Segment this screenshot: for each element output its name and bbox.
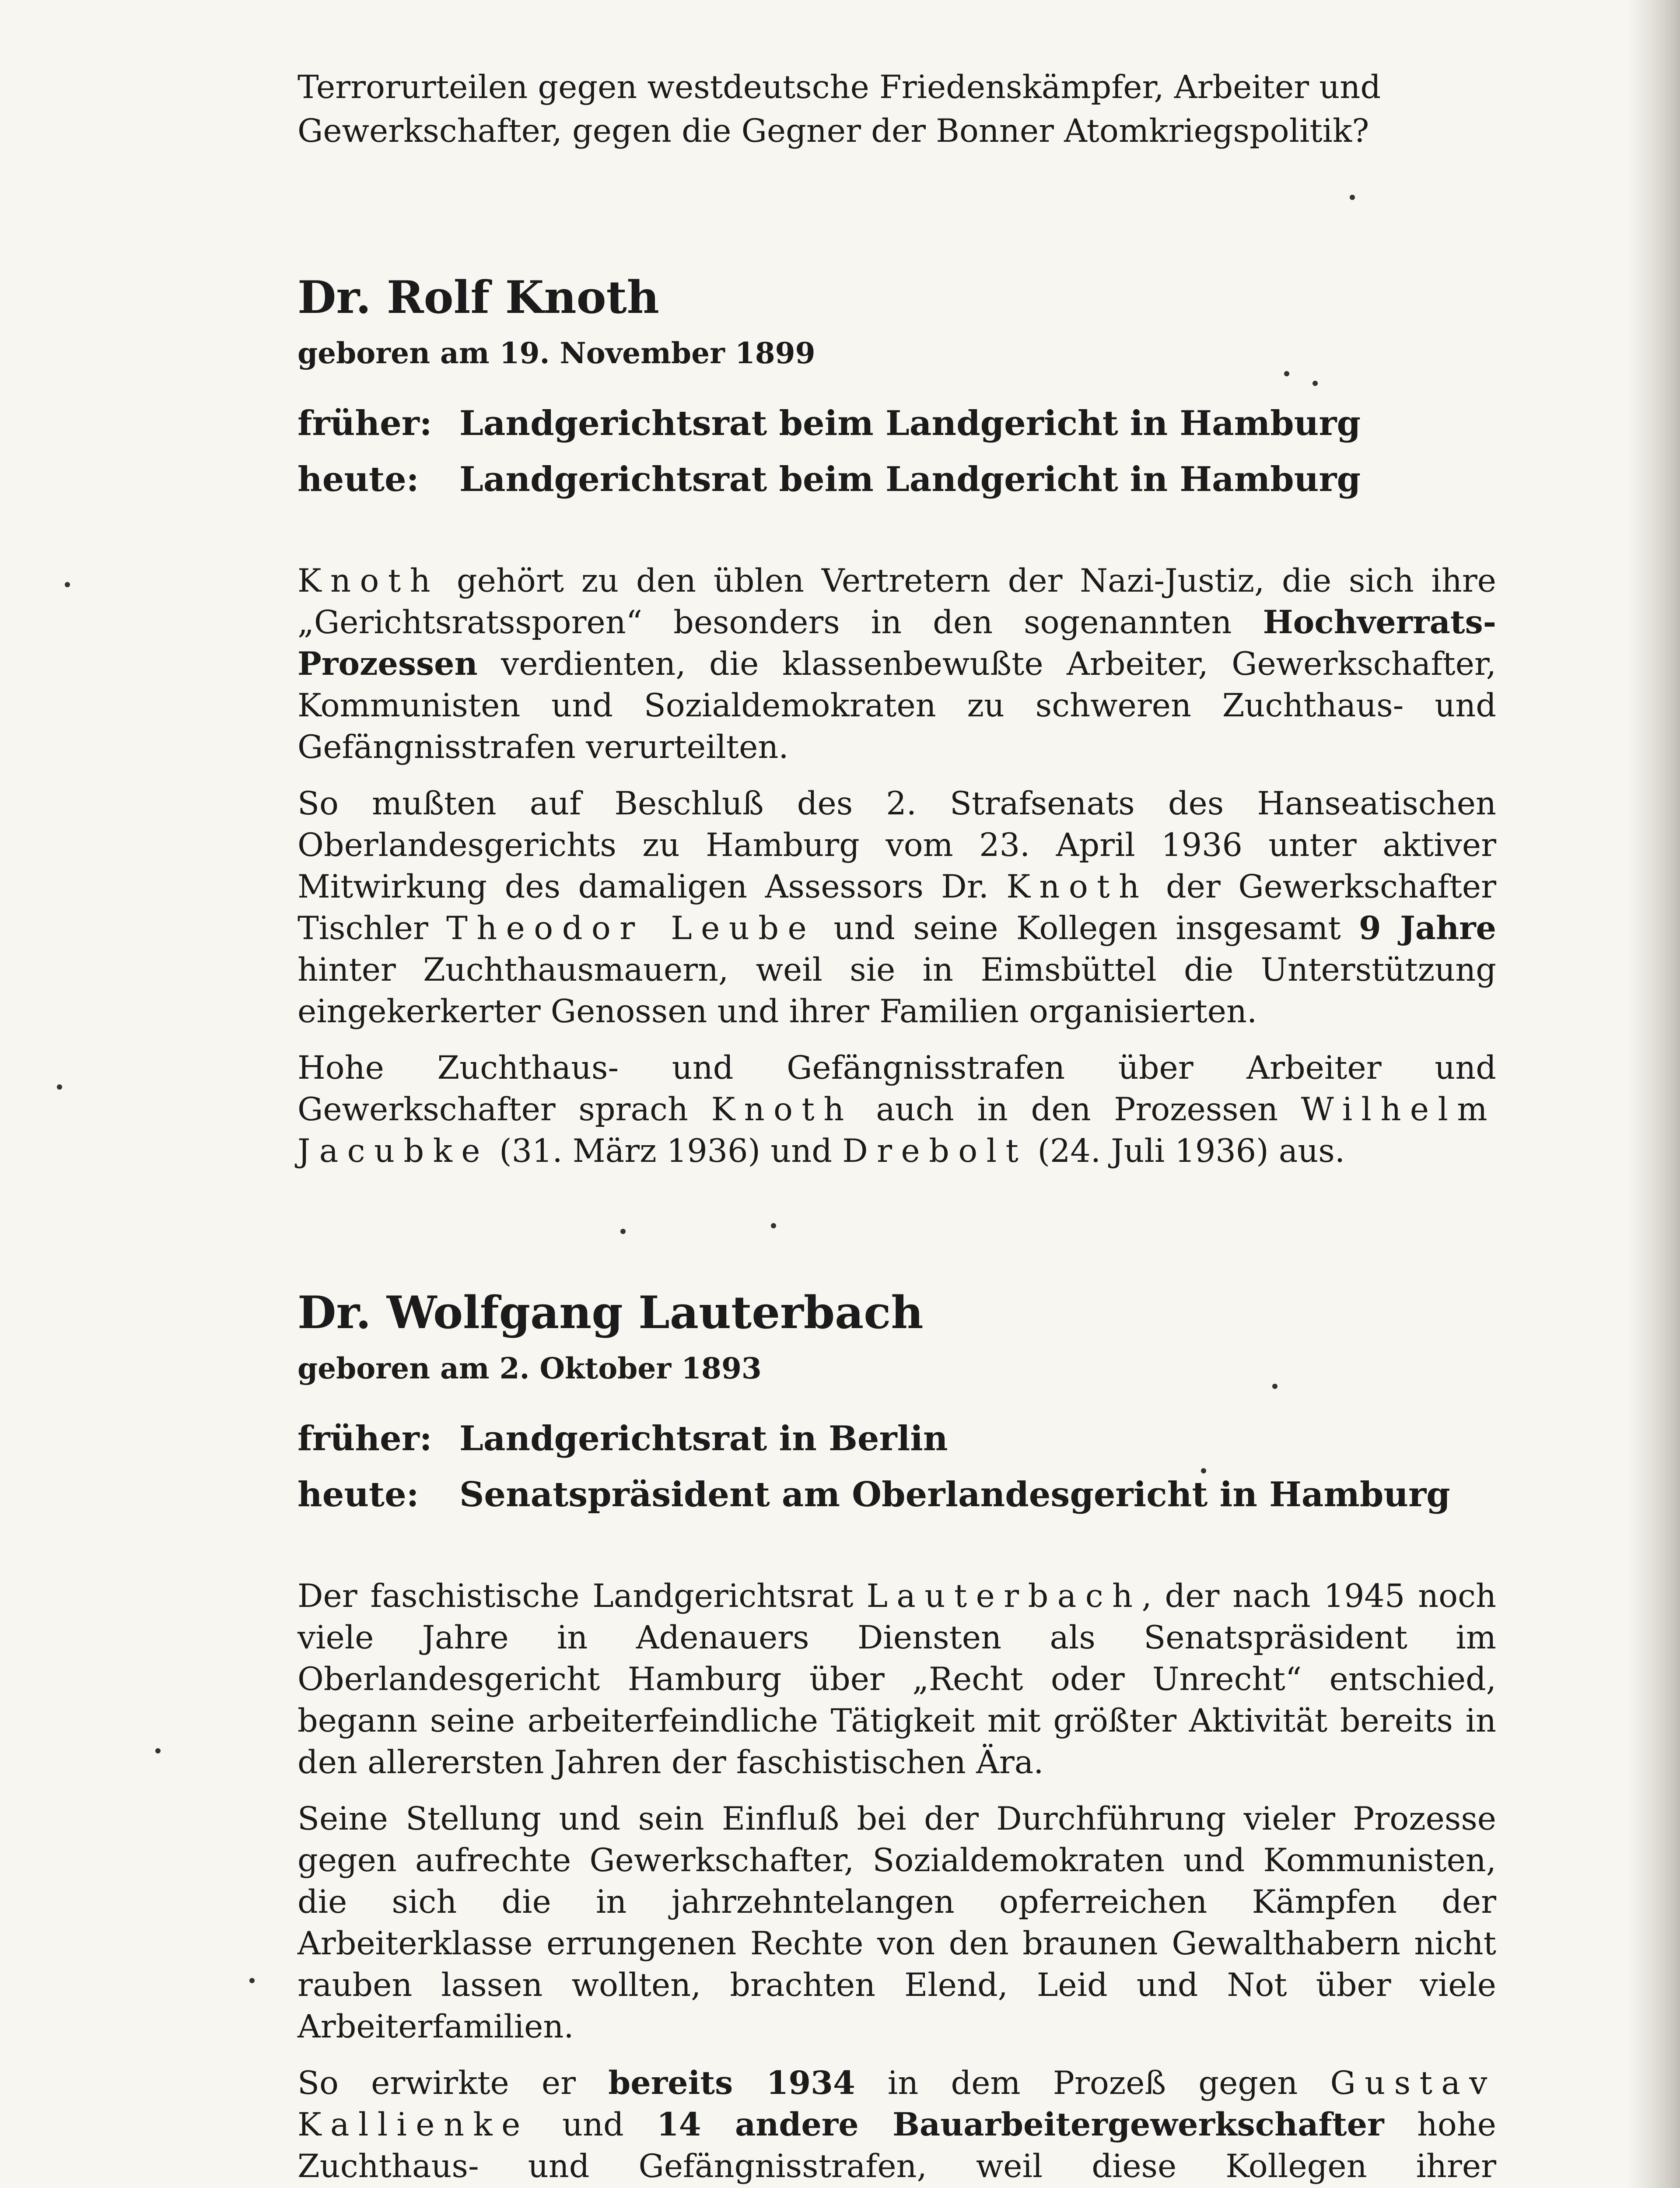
text-run: der Gewerkschafter Tischler	[298, 868, 1496, 947]
section-knoth	[298, 271, 1496, 1187]
role-today	[298, 1467, 1496, 1523]
text-run: gehört zu den üblen Vertretern der Nazi-Justiz, die sich ihre „Gerichtsratssporen“ besonders in den sogenannten	[298, 562, 1496, 641]
text-run: Hohe Zuchthaus- und Gefängnisstrafen über Arbeiter und Gewerkschafter sprach	[298, 1049, 1496, 1128]
scan-speck	[620, 1229, 626, 1234]
spaced-name: Knoth	[1006, 868, 1148, 905]
paragraph	[298, 560, 1496, 768]
spaced-name: Drebolt	[842, 1133, 1028, 1170]
person-name: Dr. Rolf Knoth	[298, 271, 659, 324]
text-run: auch in den Prozessen	[853, 1091, 1301, 1128]
role-value: Landgerichtsrat in Berlin	[459, 1419, 948, 1459]
scan-speck	[1312, 381, 1318, 386]
text-run: und seine Kollegen insgesamt	[816, 910, 1359, 947]
birth-date: geboren am 19. November 1899	[298, 336, 816, 370]
role-label: heute:	[298, 1475, 419, 1515]
role-label: früher:	[298, 1419, 432, 1459]
scan-speck	[1350, 195, 1355, 200]
scan-speck	[65, 582, 70, 587]
section-lauterbach	[298, 1287, 1496, 2188]
bold-term: bereits 1934	[608, 2064, 855, 2102]
text-run: So mußten auf Beschluß des 2. Strafsenats des Hanseatischen Oberlandesgerichts zu Hamburg vom 23. April 1936 unter aktiver Mitwirkung des damaligen Assessors Dr.	[298, 785, 1496, 905]
page-edge-shadow	[1628, 0, 1680, 2188]
role-value: Senatspräsident am Oberlandesgericht in Hamburg	[459, 1475, 1450, 1515]
text-run: (31. März 1936) und	[489, 1133, 843, 1170]
scan-speck	[1284, 371, 1289, 376]
intro-line-2: Gewerkschafter, gegen die Gegner der Bonner Atomkriegspolitik?	[298, 112, 1369, 150]
bold-term: 9 Jahre	[1358, 909, 1496, 947]
text-run: So erwirkte er	[298, 2065, 609, 2102]
spaced-name: Wilhelm Jacubke	[298, 1091, 1496, 1170]
spaced-name: Gustav Kallienke	[298, 2065, 1496, 2143]
scan-speck	[1272, 1384, 1278, 1389]
birth-date: geboren am 2. Oktober 1893	[298, 1351, 762, 1385]
scan-speck	[155, 1748, 161, 1753]
role-value: Landgerichtsrat beim Landgericht in Hamburg	[459, 403, 1361, 443]
role-label: früher:	[298, 403, 432, 443]
role-formerly	[298, 1411, 1496, 1467]
spaced-name: Knoth	[711, 1091, 853, 1128]
roles	[298, 396, 1496, 508]
text-run: Der faschistische Landgerichtsrat	[298, 1578, 867, 1615]
role-value: Landgerichtsrat beim Landgericht in Hamburg	[459, 459, 1361, 499]
text-run: verdienten, die klassenbewußte Arbeiter, Gewerkschafter, Kommunisten und Sozialdemokraten zu schweren Zuchthaus- und Gefängnisstrafen verurteilten.	[298, 645, 1496, 766]
bold-term: Hochverrats-Prozessen	[298, 603, 1496, 683]
paragraph: Seine Stellung und sein Einfluß bei der Durchführung vieler Prozesse gegen aufrechte Gewerkschafter, Sozialdemokraten und Kommunisten, die sich die in jahrzehntelangen opferreichen Kämpfen der Arbeiterklasse errungenen Rechte von den braunen Gewalthabern nicht rauben lassen wollten, brachten Elend, Leid und Not über viele Arbeiterfamilien.	[298, 1800, 1496, 2045]
scan-speck	[57, 1084, 62, 1090]
text-run: in dem Prozeß gegen	[855, 2065, 1330, 2102]
section-body	[298, 1575, 1496, 2188]
role-today	[298, 452, 1496, 508]
text-run: hinter Zuchthausmauern, weil sie in Eimsbüttel die Unterstützung eingekerkerter Genossen und ihrer Familien organisierten.	[298, 951, 1496, 1030]
spaced-name: Theodor Leube	[446, 910, 816, 947]
spaced-name: Lauterbach	[866, 1578, 1142, 1615]
intro-line-1: Terrorurteilen gegen westdeutsche Friedenskämpfer, Arbeiter und	[298, 69, 1381, 106]
scan-speck	[249, 1978, 255, 1983]
scan-speck	[771, 1223, 776, 1228]
text-run: , der nach 1945 noch viele Jahre in Adenauers Diensten als Senatspräsident im Oberlandesgericht Hamburg über „Recht oder Unrecht“ entschied, begann seine arbeiterfeindliche Tätigkeit mit größter Aktivität bereits in den allerersten Jahren der faschistischen Ära.	[298, 1578, 1496, 1781]
paragraph	[298, 783, 1496, 1032]
paragraph	[298, 2062, 1496, 2188]
bold-term: 14 andere Bauarbeitergewerkschafter	[656, 2106, 1384, 2143]
paragraph	[298, 1047, 1496, 1172]
roles	[298, 1411, 1496, 1523]
scan-speck	[1201, 1468, 1206, 1473]
role-label: heute:	[298, 459, 419, 499]
intro-text	[298, 66, 1496, 153]
text-run: (24. Juli 1936) aus.	[1027, 1133, 1345, 1170]
role-formerly	[298, 396, 1496, 452]
person-name: Dr. Wolfgang Lauterbach	[298, 1287, 924, 1339]
paragraph	[298, 1575, 1496, 1783]
text-run: und	[529, 2106, 657, 2143]
text-run: hohe Zuchthaus- und Gefängnisstrafen, weil diese Kollegen ihrer	[298, 2106, 1496, 2185]
spaced-name: Knoth	[298, 562, 440, 600]
section-body	[298, 560, 1496, 1172]
